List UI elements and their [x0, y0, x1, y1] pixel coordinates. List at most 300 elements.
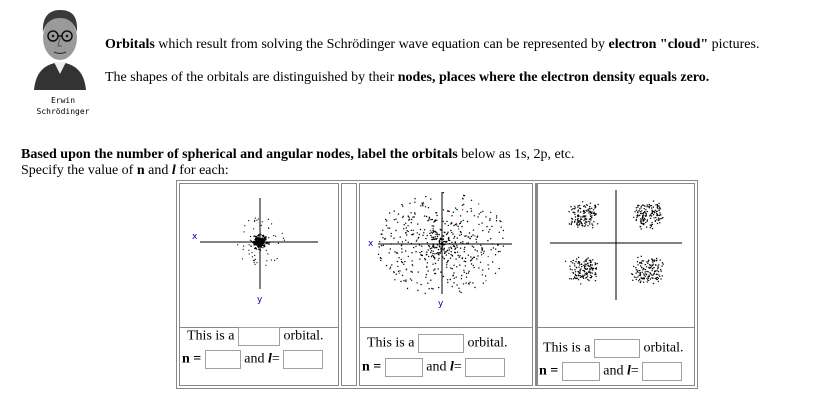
electron-dot [427, 235, 428, 236]
electron-dot [654, 273, 655, 274]
electron-dot [394, 251, 395, 252]
orbital-3-type-input[interactable] [594, 339, 640, 358]
electron-dot [585, 222, 586, 223]
orbital-1-l-input[interactable] [283, 350, 323, 369]
electron-dot [501, 227, 502, 228]
electron-dot [382, 230, 383, 231]
electron-dot [446, 254, 447, 255]
electron-dot [248, 250, 249, 251]
electron-dot [641, 219, 642, 220]
electron-dot [590, 212, 591, 213]
electron-dot [428, 249, 429, 250]
electron-dot [647, 281, 648, 282]
electron-dot [499, 268, 500, 269]
electron-dot [637, 276, 638, 277]
electron-dot [239, 242, 240, 243]
and-label: and [603, 363, 627, 379]
electron-dot [495, 273, 496, 274]
electron-dot [434, 268, 435, 269]
electron-dot [381, 245, 382, 246]
electron-dot [447, 282, 448, 283]
electron-dot [411, 234, 412, 235]
electron-dot [274, 260, 275, 261]
instructions-line-1 [21, 147, 574, 163]
electron-dot [589, 206, 590, 207]
intro-electron-cloud-bold: electron "cloud" [608, 37, 709, 52]
electron-dot [410, 278, 411, 279]
electron-dot [462, 258, 463, 259]
electron-dot [578, 257, 579, 258]
electron-dot [432, 225, 433, 226]
electron-dot [447, 233, 448, 234]
electron-dot [431, 232, 432, 233]
electron-dot [460, 223, 461, 224]
electron-dot [403, 216, 404, 217]
electron-dot [262, 235, 263, 236]
electron-dot [406, 234, 407, 235]
schrodinger-portrait [28, 2, 92, 90]
electron-dot [471, 263, 472, 264]
electron-dot [254, 262, 255, 263]
electron-dot [475, 249, 476, 250]
electron-dot [577, 222, 578, 223]
orbital-table [176, 180, 698, 389]
electron-dot [426, 216, 427, 217]
electron-dot [387, 227, 388, 228]
electron-dot [571, 209, 572, 210]
electron-dot [435, 234, 436, 235]
electron-dot [469, 238, 470, 239]
electron-dot [451, 248, 452, 249]
electron-dot [574, 208, 575, 209]
electron-dot [632, 280, 633, 281]
electron-dot [248, 220, 249, 221]
electron-dot [580, 216, 581, 217]
electron-dot [434, 221, 435, 222]
electron-dot [653, 211, 654, 212]
electron-dot [442, 248, 444, 250]
electron-dot [467, 221, 468, 222]
electron-dot [451, 242, 452, 243]
electron-dot [391, 233, 392, 234]
electron-dot [595, 262, 596, 263]
electron-dot [431, 256, 432, 257]
electron-dot [243, 246, 244, 247]
electron-dot [440, 250, 442, 252]
electron-dot [411, 260, 412, 261]
electron-dot [482, 274, 483, 275]
electron-dot [585, 221, 586, 222]
electron-dot [441, 243, 443, 245]
electron-dot [595, 206, 596, 207]
electron-dot [489, 220, 490, 221]
electron-dot [647, 221, 648, 222]
electron-dot [580, 277, 581, 278]
electron-dot [424, 258, 425, 259]
orbital-3-n-input[interactable] [562, 362, 600, 381]
electron-dot [641, 263, 642, 264]
electron-dot [389, 212, 390, 213]
electron-dot [459, 257, 460, 258]
electron-dot [440, 271, 441, 272]
electron-dot [583, 220, 584, 221]
electron-dot [580, 270, 581, 271]
electron-dot [253, 235, 255, 237]
electron-dot [634, 276, 635, 277]
electron-dot [437, 268, 438, 269]
electron-dot [485, 216, 486, 217]
electron-dot [432, 233, 433, 234]
electron-dot [643, 213, 644, 214]
electron-dot [459, 235, 460, 236]
electron-dot [401, 204, 402, 205]
electron-dot [432, 264, 433, 265]
electron-dot [638, 210, 639, 211]
electron-dot [578, 210, 579, 211]
electron-dot [404, 224, 405, 225]
electron-dot [472, 246, 473, 247]
electron-dot [594, 205, 595, 206]
electron-dot [644, 274, 645, 275]
electron-dot [468, 283, 469, 284]
electron-dot [655, 210, 656, 211]
electron-dot [640, 281, 641, 282]
electron-dot [649, 204, 650, 205]
electron-dot [639, 270, 640, 271]
electron-dot [467, 211, 468, 212]
electron-dot [577, 226, 578, 227]
electron-dot [577, 262, 578, 263]
electron-dot [433, 251, 434, 252]
electron-dot [639, 273, 640, 274]
electron-dot [415, 246, 416, 247]
electron-dot [250, 240, 251, 241]
orbital-2-type-input[interactable] [418, 334, 464, 353]
orbital-1-type-input[interactable] [238, 327, 280, 346]
orbital-3-l-input[interactable] [642, 362, 682, 381]
electron-dot [647, 263, 648, 264]
electron-dot [597, 263, 598, 264]
electron-dot [582, 225, 583, 226]
electron-dot [592, 269, 593, 270]
electron-dot [500, 221, 501, 222]
electron-dot [266, 243, 268, 245]
electron-dot [438, 258, 439, 259]
electron-dot [453, 275, 454, 276]
electron-dot [413, 233, 414, 234]
electron-dot [631, 273, 632, 274]
electron-dot [427, 270, 428, 271]
electron-dot [395, 219, 396, 220]
electron-dot [468, 255, 469, 256]
electron-dot [572, 208, 573, 209]
electron-dot [469, 282, 470, 283]
electron-dot [588, 221, 589, 222]
electron-dot [473, 247, 474, 248]
electron-dot [397, 266, 398, 267]
electron-dot [411, 230, 412, 231]
electron-dot [464, 249, 465, 250]
electron-dot [408, 256, 409, 257]
electron-dot [583, 206, 584, 207]
electron-dot [588, 257, 589, 258]
electron-dot [646, 215, 647, 216]
electron-dot [442, 246, 444, 248]
y-axis-label: y [257, 295, 263, 304]
electron-dot [398, 271, 399, 272]
electron-dot [635, 267, 636, 268]
electron-dot [428, 288, 429, 289]
electron-dot [637, 205, 638, 206]
electron-dot [496, 215, 497, 216]
electron-dot [645, 271, 646, 272]
electron-dot [653, 267, 654, 268]
electron-dot [654, 271, 655, 272]
electron-dot [477, 250, 478, 251]
electron-dot [471, 259, 472, 260]
electron-dot [642, 269, 643, 270]
electron-dot [659, 215, 660, 216]
electron-dot [458, 255, 459, 256]
electron-dot [435, 263, 436, 264]
electron-dot [593, 213, 594, 214]
electron-dot [645, 273, 646, 274]
electron-dot [651, 277, 652, 278]
electron-dot [647, 279, 648, 280]
electron-dot [643, 212, 644, 213]
electron-dot [581, 266, 582, 267]
orbital-1-n-input[interactable] [205, 350, 241, 369]
electron-dot [639, 262, 640, 263]
electron-dot [495, 248, 496, 249]
electron-dot [647, 219, 648, 220]
orbital-label: orbital. [643, 340, 684, 356]
electron-dot [647, 276, 648, 277]
instructions-rest: below as 1s, 2p, etc. [457, 147, 575, 162]
electron-dot [651, 215, 652, 216]
electron-dot [653, 217, 654, 218]
electron-dot [472, 234, 473, 235]
electron-dot [420, 229, 421, 230]
electron-dot [590, 277, 591, 278]
electron-dot [436, 215, 437, 216]
electron-dot [585, 260, 586, 261]
electron-dot [637, 270, 638, 271]
electron-dot [433, 245, 435, 247]
electron-dot [458, 226, 459, 227]
electron-dot [598, 204, 599, 205]
electron-dot [483, 283, 484, 284]
electron-dot [436, 253, 437, 254]
electron-dot [650, 227, 651, 228]
electron-dot [258, 242, 260, 244]
electron-dot [438, 249, 440, 251]
electron-dot [253, 244, 254, 245]
electron-dot [577, 220, 578, 221]
electron-dot [578, 275, 579, 276]
electron-dot [449, 243, 451, 245]
electron-dot [488, 268, 489, 269]
electron-dot [450, 279, 451, 280]
electron-dot [656, 215, 657, 216]
electron-dot [444, 258, 445, 259]
electron-dot [397, 261, 398, 262]
electron-dot [455, 258, 456, 259]
electron-dot [581, 264, 582, 265]
electron-dot [443, 248, 445, 250]
electron-dot [583, 278, 584, 279]
electron-dot [651, 270, 652, 271]
electron-dot [425, 293, 426, 294]
electron-dot [571, 269, 572, 270]
electron-dot [401, 259, 402, 260]
electron-cloud [378, 192, 504, 294]
electron-dot [635, 277, 636, 278]
electron-dot [268, 227, 269, 228]
electron-dot [418, 271, 419, 272]
orbital-2-l-input[interactable] [465, 358, 505, 377]
electron-dot [453, 212, 454, 213]
electron-dot [660, 278, 661, 279]
electron-dot [418, 237, 419, 238]
electron-dot [578, 279, 579, 280]
electron-dot [393, 238, 394, 239]
electron-dot [430, 235, 431, 236]
orbital-2-n-input[interactable] [385, 358, 423, 377]
electron-dot [266, 260, 267, 261]
electron-dot [460, 292, 461, 293]
electron-dot [641, 223, 642, 224]
electron-dot [658, 271, 659, 272]
electron-dot [569, 278, 570, 279]
electron-dot [584, 275, 585, 276]
electron-dot [470, 208, 471, 209]
electron-dot [431, 250, 432, 251]
electron-dot [578, 272, 579, 273]
electron-dot [255, 264, 256, 265]
electron-dot [443, 276, 444, 277]
electron-dot [390, 235, 391, 236]
electron-dot [402, 262, 403, 263]
electron-dot [427, 283, 428, 284]
electron-dot [456, 245, 457, 246]
electron-dot [454, 236, 455, 237]
electron-dot [391, 264, 392, 265]
electron-dot [439, 243, 441, 245]
electron-dot [396, 274, 397, 275]
electron-dot [463, 220, 464, 221]
electron-dot [431, 288, 432, 289]
electron-dot [636, 220, 637, 221]
electron-dot [383, 245, 384, 246]
electron-dot [435, 236, 436, 237]
electron-dot [435, 231, 436, 232]
electron-dot [637, 211, 638, 212]
electron-dot [450, 247, 451, 248]
electron-dot [652, 228, 653, 229]
eq-label: = [630, 363, 639, 379]
electron-dot [590, 203, 591, 204]
electron-dot [443, 192, 444, 193]
electron-dot [454, 278, 455, 279]
electron-dot [474, 287, 475, 288]
electron-dot [592, 259, 593, 260]
electron-dot [586, 219, 587, 220]
electron-dot [260, 249, 262, 251]
electron-dot [405, 223, 406, 224]
electron-dot [577, 278, 578, 279]
electron-dot [641, 206, 642, 207]
electron-dot [428, 219, 429, 220]
electron-dot [437, 244, 439, 246]
electron-dot [659, 208, 660, 209]
electron-dot [573, 273, 574, 274]
electron-dot [590, 264, 591, 265]
electron-dot [574, 212, 575, 213]
electron-dot [466, 273, 467, 274]
electron-dot [437, 252, 438, 253]
electron-dot [457, 252, 458, 253]
electron-dot [438, 254, 439, 255]
electron-dot [642, 218, 643, 219]
electron-dot [419, 258, 420, 259]
electron-dot [595, 272, 596, 273]
electron-dot [385, 219, 386, 220]
caption-first-name: Erwin [50, 96, 76, 105]
and-label: and [244, 351, 268, 367]
electron-dot [417, 223, 418, 224]
electron-dot [578, 216, 579, 217]
electron-dot [256, 236, 257, 237]
electron-dot [453, 265, 454, 266]
electron-dot [577, 211, 578, 212]
electron-dot [433, 238, 435, 240]
x-axis-label: x [192, 232, 198, 242]
electron-dot [432, 243, 433, 244]
electron-dot [579, 205, 580, 206]
electron-dot [645, 264, 646, 265]
electron-dot [493, 247, 494, 248]
electron-dot [642, 260, 643, 261]
electron-dot [420, 284, 421, 285]
electron-dot [481, 254, 482, 255]
electron-dot [570, 268, 571, 269]
orbital-2-plot [364, 188, 530, 310]
electron-dot [655, 204, 656, 205]
electron-dot [451, 223, 452, 224]
electron-dot [496, 217, 497, 218]
electron-dot [428, 245, 429, 246]
electron-dot [579, 220, 580, 221]
electron-dot [491, 226, 492, 227]
electron-dot [250, 236, 251, 237]
electron-dot [591, 213, 592, 214]
electron-dot [456, 223, 457, 224]
electron-dot [658, 267, 659, 268]
electron-dot [641, 262, 642, 263]
electron-dot [447, 250, 449, 252]
electron-dot [470, 256, 471, 257]
electron-dot [661, 271, 662, 272]
electron-dot [424, 229, 425, 230]
electron-dot [658, 278, 659, 279]
electron-dot [655, 217, 656, 218]
electron-dot [576, 224, 577, 225]
electron-dot [442, 256, 443, 257]
electron-dot [460, 248, 461, 249]
electron-dot [463, 204, 464, 205]
electron-dot [653, 214, 654, 215]
